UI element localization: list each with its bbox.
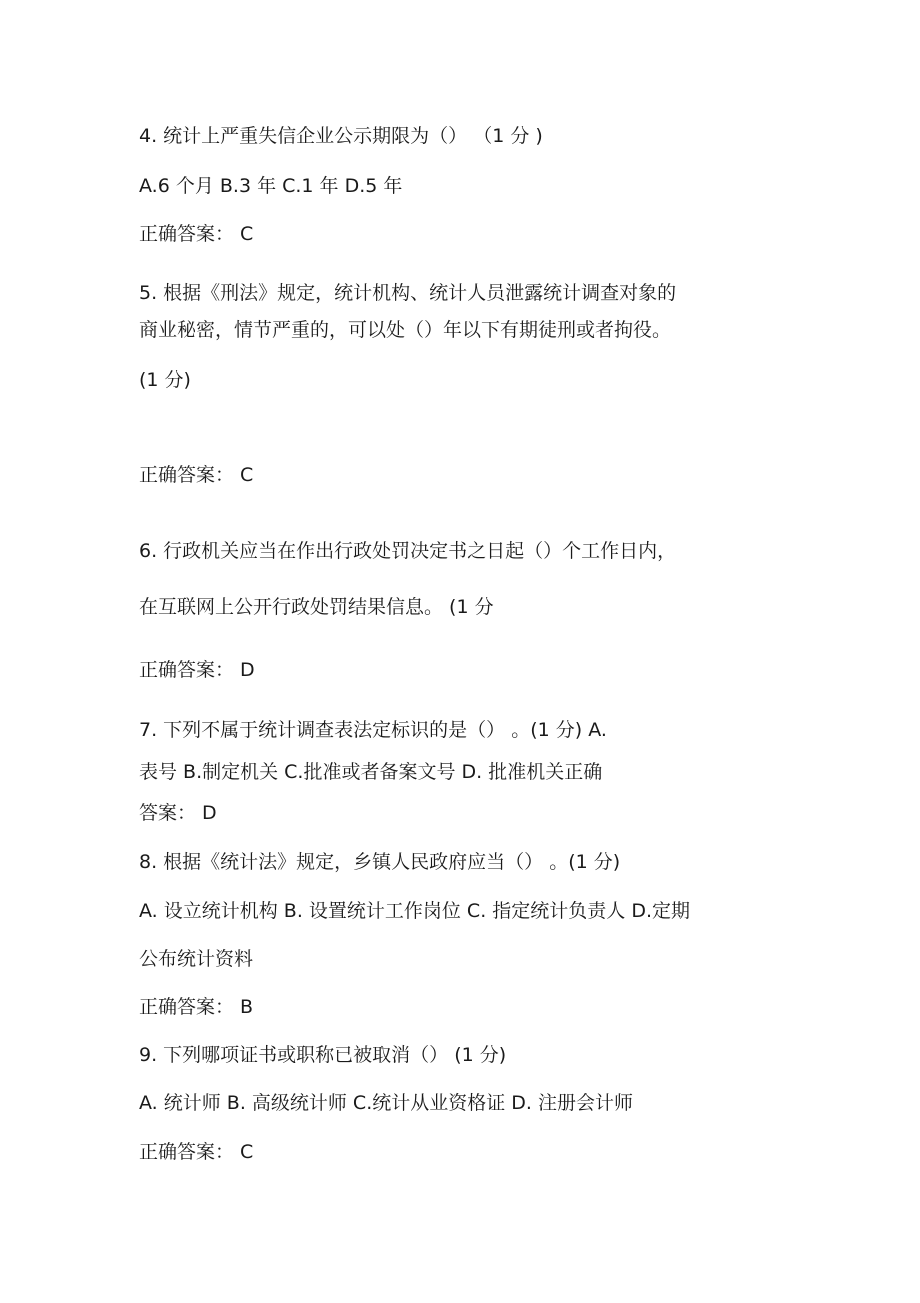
question-4-answer: 正确答案： C bbox=[139, 223, 254, 245]
question-8-line-1: 8. 根据《统计法》规定，乡镇人民政府应当（） 。(1 分) bbox=[139, 851, 621, 873]
question-9-answer: 正确答案： C bbox=[139, 1141, 254, 1163]
question-5-line-1: 5. 根据《刑法》规定，统计机构、统计人员泄露统计调查对象的 bbox=[139, 282, 677, 304]
question-6-line-1: 6. 行政机关应当在作出行政处罚决定书之日起（）个工作日内， bbox=[139, 540, 677, 562]
question-5-line-2: 商业秘密，情节严重的，可以处（）年以下有期徒刑或者拘役。 bbox=[139, 319, 672, 341]
question-7-line-2: 表号 B.制定机关 C.批准或者备案文号 D. 批准机关正确 bbox=[139, 761, 603, 783]
question-6-answer: 正确答案： D bbox=[139, 659, 255, 681]
question-7-answer: 答案： D bbox=[139, 802, 217, 824]
question-8-options: A. 设立统计机构 B. 设置统计工作岗位 C. 指定统计负责人 D.定期 bbox=[139, 900, 690, 922]
question-4-line-1: 4. 统计上严重失信企业公示期限为（） （1 分 ) bbox=[139, 125, 543, 147]
question-5-score: (1 分) bbox=[139, 369, 191, 391]
question-4-options: A.6 个月 B.3 年 C.1 年 D.5 年 bbox=[139, 175, 403, 197]
question-6-line-2: 在互联网上公开行政处罚结果信息。 (1 分 bbox=[139, 596, 494, 618]
question-8-options-cont: 公布统计资料 bbox=[139, 948, 254, 970]
question-5-answer: 正确答案： C bbox=[139, 464, 254, 486]
question-7-line-1: 7. 下列不属于统计调查表法定标识的是（） 。(1 分) A. bbox=[139, 719, 607, 741]
question-9-line-1: 9. 下列哪项证书或职称已被取消（） (1 分) bbox=[139, 1044, 507, 1066]
question-8-answer: 正确答案： B bbox=[139, 996, 254, 1018]
question-9-options: A. 统计师 B. 高级统计师 C.统计从业资格证 D. 注册会计师 bbox=[139, 1092, 633, 1114]
